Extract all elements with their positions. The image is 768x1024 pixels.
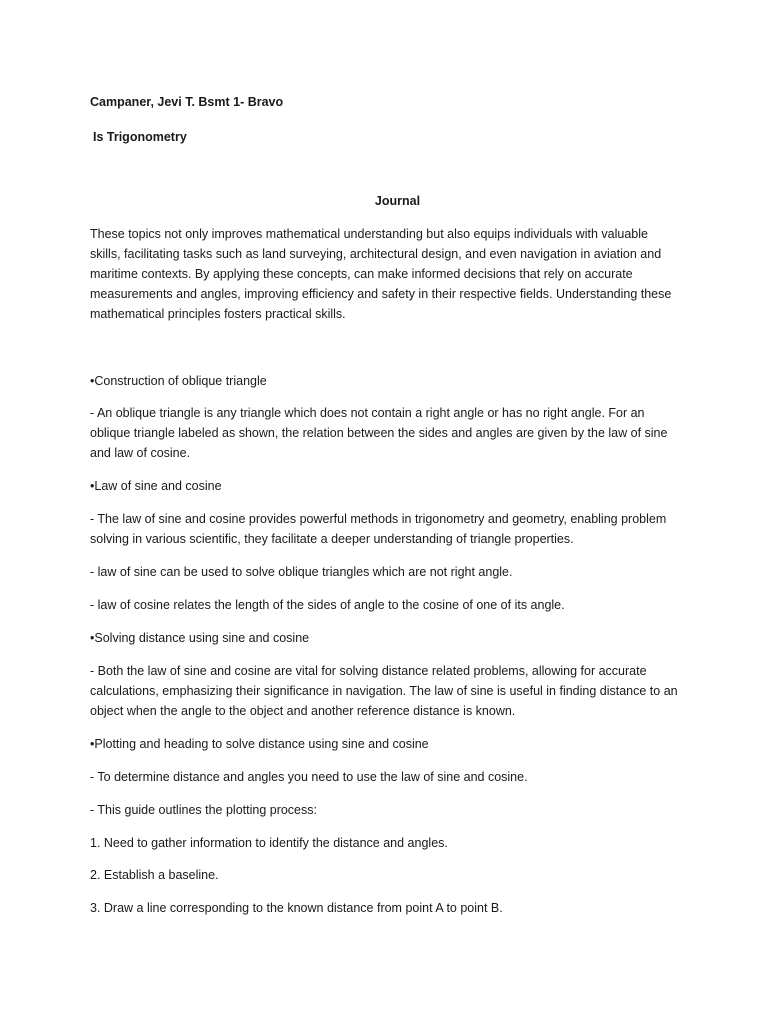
step-item: 1. Need to gather information to identify the distance and angles.: [90, 836, 448, 850]
author-line: Campaner, Jevi T. Bsmt 1- Bravo: [90, 95, 284, 109]
section-heading-oblique-triangle: •Construction of oblique triangle: [90, 374, 267, 388]
section-heading-solving-distance: •Solving distance using sine and cosine: [90, 631, 310, 645]
section-heading-plotting-heading: •Plotting and heading to solve distance using sine and cosine: [90, 737, 429, 751]
section-paragraph: - The law of sine and cosine provides powerful methods in trigonometry and geometry, enabling problem solving in various scientific, they facilitate a deeper understanding of triangle properties.: [90, 512, 667, 546]
section-paragraph: - This guide outlines the plotting process:: [90, 803, 317, 817]
section-heading-law-of-sine-cosine: •Law of sine and cosine: [90, 479, 222, 493]
section-paragraph: - law of sine can be used to solve oblique triangles which are not right angle.: [90, 565, 513, 579]
step-item: 3. Draw a line corresponding to the known distance from point A to point B.: [90, 901, 503, 915]
journal-title: Journal: [374, 194, 421, 208]
section-paragraph: - An oblique triangle is any triangle which does not contain a right angle or has no right angle. For an oblique triangle labeled as shown, the relation between the sides and angles are given by the law of sine and law of cosine.: [90, 406, 668, 460]
section-paragraph: - law of cosine relates the length of the sides of angle to the cosine of one of its angle.: [90, 598, 565, 612]
section-paragraph: - Both the law of sine and cosine are vital for solving distance related problems, allowing for accurate calculations, emphasizing their significance in navigation. The law of sine is useful in finding distance to an object when the angle to the object and another reference distance is known.: [90, 664, 678, 718]
step-item: 2. Establish a baseline.: [90, 868, 219, 882]
section-paragraph: - To determine distance and angles you need to use the law of sine and cosine.: [90, 770, 528, 784]
topic-line: Is Trigonometry: [93, 130, 187, 144]
intro-paragraph: These topics not only improves mathematical understanding but also equips individuals with valuable skills, facilitating tasks such as land surveying, architectural design, and even navigation in aviation and maritime contexts. By applying these concepts, can make informed decisions that rely on accurate measurements and angles, improving efficiency and safety in their respective fields. Understanding these mathematical principles fosters practical skills.: [90, 227, 672, 321]
